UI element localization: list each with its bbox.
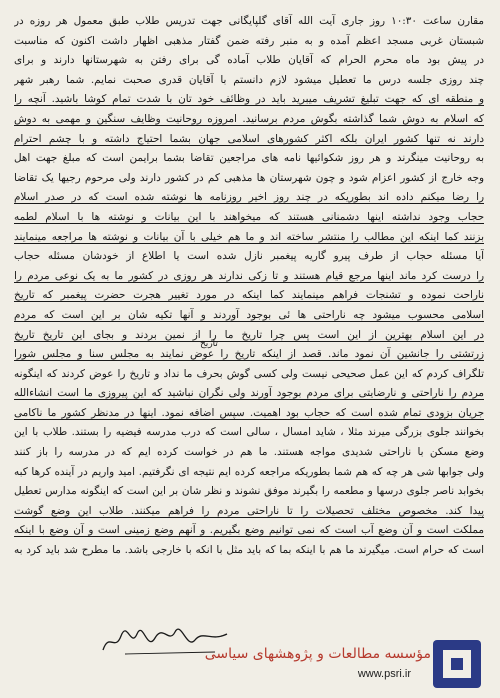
document-line: بخوابد ناصر جلوی درسها و مطعمه را بگیرند موفق نشوند و نظر شان بر این است که اینگونه مدارس تعطیل <box>14 485 484 498</box>
document-body <box>14 12 484 561</box>
document-line: را درست کرد ماند اینها مرجع قیام هستند و تا زکی ندارند هر روزی در کشور ما به یک نوعی مردم را <box>14 269 484 282</box>
document-line: به روحانیت مینگرند و هر روز شکوائیها نامه های مراجعین تقاضا بشما برایمن است که مبلغ جهت اهل <box>14 152 484 165</box>
document-line: زرتشتی را جانشین آن نمود ماند. قصد از اینکه تاریخ را عوض نمایند به مجلس سنا و مجلس شورا <box>14 348 484 361</box>
document-line: در این اسلام بهترین از این است پس چرا تاریخ ما را از نمین بردند و بجای این تاریخ تاریخ <box>14 328 484 341</box>
document-line: آیا مسئله حجاب از طرف پیرو گاریه پیغمبر نازل شده است یا اطلاع از خودشان مسئله حجاب <box>14 250 484 263</box>
document-line: ولی جوابها شی هر چه که هم شما بطوریکه مراجعه کرده ایم نتیجه ای نگرفتیم. امید واریم در آینده کرها کبه <box>14 465 484 478</box>
document-line: مملکت است و آن وضع آب است که نمی توانیم وضع بگیریم. و آنهم وضع زمینی است و آن وضع با اینکه <box>14 524 484 537</box>
document-line: دارند نه تنها کشور ایران بلکه اکثر کشورهای اسلامی جهان بشما احتیاج داشته و با چشم احترام <box>14 132 484 145</box>
document-line: و منطقه ای که جهت تبلیغ تشریف میبرید باید در وظائف خود تان با شدت تمام کوشا باشید. آنچه را <box>14 93 484 106</box>
document-line: مردم را ناراحتی و نارضایتی برای مردم بوجود آورند ولی نگران نباشید که این پیروزی ما است انشاءالله <box>14 387 484 400</box>
margin-note: تاریخ <box>200 339 218 349</box>
document-line: است که حرام است. میگیرند ما هم با اینکه بما که باید مثل با انکه با خارجی باشد. ما مطرح شد باید کرد به <box>14 544 484 557</box>
document-line: در پیش بود ماه محرم الحرام که آقایان طلاب آماده گی برای رفتن به شهرستانها دارند و برای <box>14 54 484 67</box>
document-line: بزنند کما اینکه این مطالب را منتشر ساخته اند و ما هم خیلی با آن بیانات و نوشته ها مراجعه مینمایند <box>14 230 484 243</box>
institute-name: مؤسسه مطالعات و پژوهشهای سیاسی <box>204 646 431 662</box>
document-line: که اسلام به دوش شما گذاشته بگوش مردم برسانید. امروزه روحانیت وظایف سنگین و مهمی به دوش <box>14 112 484 125</box>
institute-footer <box>204 634 491 692</box>
institute-url: www.psri.ir <box>357 668 411 680</box>
document-line: حجاب وجود نداشته اینها دشمنانی هستند که میخواهند با این بیانات و نوشته ها با اسلام لطمه <box>14 210 484 223</box>
document-line: را رضا میکنم داده اند بطوریکه در چند روز اخیر روزنامه ها نوشته شده است که در صدر اسلام <box>14 191 484 204</box>
document-line: جریان بزودی تمام شده است که حجاب بود اهمیت. سپس اضافه نمود. اینها در مدنظر کشور ما ناکامی <box>14 406 484 419</box>
document-line: پیدا کند. مخصوص مختلف تحصیلات را تا ناراحتی مردم را فراهم میکنند. طلاب این وضع گوشت <box>14 504 484 517</box>
document-line: وجه خارج از کشور اعزام شود و چون شهرستان ها مذهبی کم در کشور دارند ولی مرحوم رجیها یک تقاضا <box>14 171 484 184</box>
document-line: بخوانند جلوی بزرگی میرند مثلا ، شاید امسال ، سالی است که درب مدرسه فیضیه را بستند. طلاب با این <box>14 426 484 439</box>
document-line: چند روزی جلسه درس ما تعطیل میشود لازم دانستم با آقایان قدری صحبت نمایم. شما رهبر شهر <box>14 73 484 86</box>
institute-logo-icon <box>431 638 483 690</box>
document-line: وضع مسکن با ناراحتی شدیدی مواجه هستند. ما هم در خواست کرده ایم که در مدرسه را باز کنند <box>14 446 484 459</box>
document-line: شبستان غربی مسجد اعظم آمده و به منبر رفته ضمن گفتار مذهبی اظهار داشت اکنون که مناسبت <box>14 34 484 47</box>
document-line: ناراحت نموده و تشنجات فراهم مینمایند کما اینکه در مورد تغییر هجرت حضرت پیغمبر که تاریخ <box>14 289 484 302</box>
document-line: تلگراف کردم که این عمل صحیحی نیست ولی کسی گوش بحرف ما نداد و تاریخ را عوض کردند که اینگونه <box>14 367 484 380</box>
document-line: مقارن ساعت ۱۰:۳۰ روز جاری آیت الله آقای گلپایگانی جهت تدریس طلاب طبق معمول هر روزه در <box>14 15 484 27</box>
document-line: اسلامی محسوب میشود چه ناراحتی ها ئی بوجود آوردند و آنها تکیه شان بر این است که مردم <box>14 308 484 321</box>
